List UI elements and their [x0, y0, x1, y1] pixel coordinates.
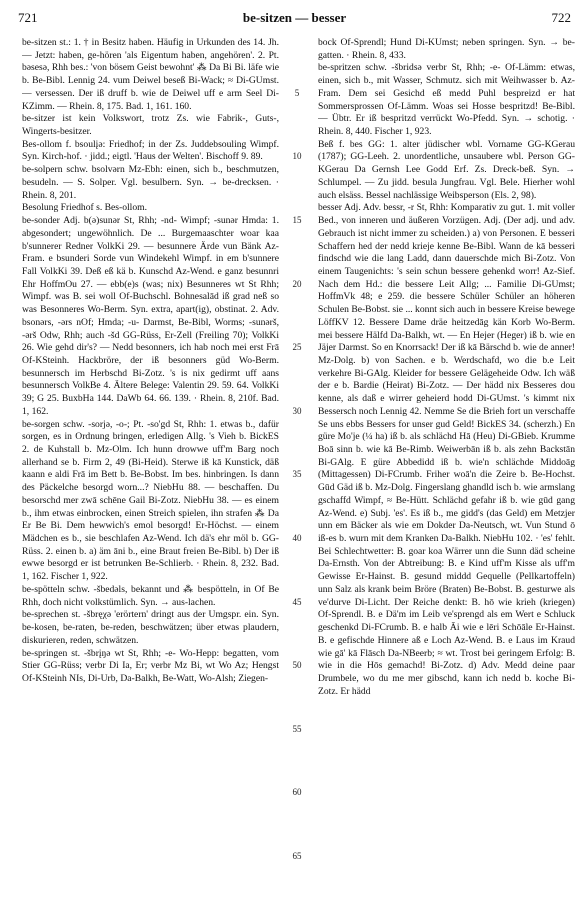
line-number: 50 [292, 660, 302, 671]
line-number: 55 [292, 723, 302, 734]
line-number: 10 [292, 151, 302, 162]
line-number: 65 [292, 851, 302, 862]
entry-be-springen: be-springen st. -šbrįŋə wt St, Rhh; -e- Wo-Hepp: begatten, vom Stier GG-Rüss; verbr Di Ia, Er; verbr Mz Bi, wt Wo Az; Hengst Of-KSteinh NIs, Di-Urb, Da-Balkh, Be-Watt, Wo-Alsh; Ziegen- [22, 647, 279, 684]
page-number-left: 721 [18, 10, 38, 25]
line-number: 15 [292, 215, 302, 226]
line-number: 25 [292, 342, 302, 353]
entry-bess: Beß f. bes GG: 1. alter jüdischer wbl. Vorname GG-KGerau (1787); GG-Leeh. 2. unordentliche, unsaubere wbl. Person GG-KGerau Da Gernsh Lee Godd Erf. Zs. Dreck-beß. Syn. → Schlumpel. — Zu jidd. besula Jungfrau. Vgl. Bele. Hierher wohl auch elsäss. Bessel nachlässige Weibsperson (Els. 2, 98). [318, 138, 575, 201]
entry-bes-ollom: Bes-ollom f. bsoulįə: Friedhof; in der Zs. Juddebsouling Wimpf. Syn. Kirch-hof. · jidd.; eigtl. 'Haus der Welten'. Bischoff 9. 89. [22, 138, 279, 163]
line-numbers [282, 37, 312, 905]
right-column [318, 37, 575, 905]
entry-be-sorgen: be-sorgen schw. -sorjə, -o-; Pt. -so'gd St, Rhh: 1. etwas b., dafür sorgen, es in Ordnung bringen, erledigen Allg. 's Vieh b. BickES 2. de Kuhstall b. Mz-Olm. Ich hunn drowwe uff'm Barg noch allerhand se b. Firm 2, 49 (Bi-Heid). Sterwe iß kā Kunstick, däß kaann e aldi Frā im Bett b. Be-Bobst. Im bes. hinbringen. Is dann des Päckelche besorgd worn...? NiebHu 88. — beschaffen. Du besorschd mer zwā schēne Gail Bi-Zotz. NiebHu 38. — es einem b., ihm etwas einbrocken, einen Streich spielen, ihn strafen ⁂ Da Er Be Bi. Dem hewwich's emol besorgd! Er-Höchst. — einem Mädchen es b., sie beschlafen Az-Wend. Ich dä's ehr möl b. GG-Rüss. 2. einen b. a) äm āni b., eine Braut freien Be-Bibl. b) Der iß ewwe besorgd er ist betrunken Be-Schlierb. · Rhein. 8, 232. Bad. 1, 162. Fischer 1, 922. [22, 418, 279, 583]
entry-besolung: Besolung Friedhof s. Bes-ollom. [22, 202, 147, 214]
entry-be-springen-cont: bock Of-Sprendl; Hund Di-KUmst; neben springen. Syn. → be-gatten. · Rhein. 8, 433. [318, 37, 575, 61]
line-number: 5 [294, 87, 300, 98]
left-column [22, 37, 279, 905]
line-number: 40 [292, 533, 302, 544]
line-number: 45 [292, 596, 302, 607]
entry-be-sitzen: be-sitzen st.: 1. † in Besitz haben. Häufig in Urkunden des 14. Jh. — Jetzt: haben, ge-hören 'als Eigentum haben, angehören'. 2. Pt. bəsesə, Rhh bes.: 'von bösem Geist bewohnt' ⁂ Da Bi Bi. läfe wie b. Be-Bibl. Lennig 24. vum Deiwel beseß Bi-Wack; ≈ Di-GUmst. — versessen. Der iß druff b. wie de Deiwel uff e arm Seel Di-KZimm. — Rhein. 8, 175. Bad. 1, 161. 160. [22, 37, 279, 112]
line-number: 30 [292, 405, 302, 416]
running-head: be-sitzen — besser [242, 10, 347, 25]
line-number: 35 [292, 469, 302, 480]
line-number: 60 [292, 787, 302, 798]
entry-be-sonder: be-sonder Adj. b(ə)sunər St, Rhh; -nd- Wimpf; -sunər Hmda: 1. abgesondert; ungewöhnlich. De ... Burgemaaschter woar kaa b'sunnerer Redner VolkKi 29. — besunnere Ärde vun Bänk Az-Fram. e bsunderi Sorde vun Windekehl Wimpf. in em b'sunnere Fall VolkKi 39. Deß eß kä b. Kunschd Az-Wend. e ganz besunnri Ehr HoffmOu 27. — ebb(e)s (was; nix) Besunneres wt St Rhh; Wimpf. was B. sei woll Of-Buchschl. Bohnesalād iß grad neß so was Besonneres Wo-Berm. Syn. extra, apart(ig), obstinat. 2. Adv. bsonərs, -ərs nOf; Hmda; -u- Darmst, Be-Bibl, Worms; -sunərš, -ərš Odw, Rhh; auch -šd GG-Rüss, Er-Zell (Freiling 70); VolkKi 26. Wie gehd dir's? — Nedd besonners, ich hab noch mei erst Frā Of-KSteinh. Hackbröre, der iß besonners güd Wo-Berm. besunnersch im Herbschd Bi-Zotz. 's is nix gedirmt uff aans besunnersch VolkBe 4. Ältere Belege: Valentin 29. 59. 64. VolkKi 39; G 25. BuxbHa 144. DaWb 64. 66. 139. · Rhein. 8, 210f. Bad. 1, 162. [22, 215, 279, 417]
line-number: 20 [292, 278, 302, 289]
entry-be-solpern: be-solpern schw. bsolvərn Mz-Ebh: einen, sich b., beschmutzen, besudeln. — S. Solper. Vgl. besulbern. Syn. → be-drecksen. · Rhein. 8, 201. [22, 164, 279, 201]
entry-besser: besser Adj. Adv. bessr, -r St, Rhh: Komparativ zu gut. 1. mit voller Bed., von inneren und äußeren Vorzügen. Adj. (Der adj. und adv. Gebrauch ist nicht immer zu scheiden.) a) von Personen. E besseri Schaffern hed der nedd krieje kenne Be-Bibl. Wann de kā besseri findschd wie die lang Ladd, dann dauerschde mich Bi-Zotz. Von einem Taugenichts: 's sein schun bessere gehenkd worr! Az-Sief. Nach dem Hd.: die bessere Leit Allg; ... Familie Di-GUmst; HoffmVk 48; e 259. die bessere Schüler Schüler an höheren Schulen Be-Bobst. sie ... konnt sich auch in bessere Kreise bewege LöffKV 12. Bessere Dame dräe heitzedāg kän Korb Wo-Berm. mei bessere Hälfd Da-Balkh, wt. — En Hejer (Heger) iß b. wie en Jäjer Darmst. So en Knorrsack! Der iß kā Bärschd b. wie de anner! Mz-Dolg. b) von Sachen. e b. Werdschafd, wo die b.e Leit verkehre Bi-GAlg. Kleider for bessere Gelägeheide Odw. Ich wäß der e b. Bardie (Heirat) Bi-Zotz. — Der hädd nix Besseres dou kenne, als daß e wirrer geheierd hodd Di-GUmst. 's kimmt nix Bessersch noch Lennig 42. Nemme Se die Brieh fort un verschaffe Se uns ebbs Bessers for unser gud Geld! BickES 34. (scherzh.) En güre Mo'je (¼ ha) iß b. als schlächd Hā (Heu) Di-GBieb. Krumme Boā sinn b. wie kā Be-Rimb. Weiwerbān iß b. als zehn Backstān Bi-GAlg. E güre Abbedidd iß b. wie'n schlächde Middoāg (Mittagessen) Di-FCrumb. Friher woā'n die Zeire b. Be-Hochst. Gūd Gäd iß b. Mz-Dolg. Fingerslang ghandld isch b. wie armslang gschaffd Wimpf, ≈ Be-Hütt. Schlächd gefahr iß b. wie gūd gang Az-Wend. e) Subj. 'es'. Es iß b., me gidd's (das Geld) em Metzjer unn em Bäcker als wie em Dokder Da-Neutsch, wt. Vun Stund ō iß-es b. wurn mit dem Kranken Da-Balkh. NiebHu 102. · 'es' fehlt. Bei Schlechtwetter: B. goar koa Wärrer unn die Sunn däd scheine Da-Ernsth. Von der Abtreibung: B. e Kind uff'm Kisse als uff'm Gewisse Er-Hainst. B. gesund middd Gequelle (Pellkartoffeln) unn Salz als krank beim Bröre (Braten) Be-Bobst. B. gesturwe als ve'durve Di-Licht. Der Reiche denkt: B. hō wie krieh (kriegen) Of-Sprendl. B. e Dä'm im Leib ve'sprengd als em Wert e Schluck geschenkd Di-FCrumb. B. e halb Āi wie e lēri Schōāle Er-Hainst. B. e gefischde Hinnere aß e Loch Az-Wend. B. e Laus im Kraud wie gā' kā Flāsch Da-NBeerb; ≈ wt. Trost bei geringem Erfolg: B. wie in die Hōs gemachd! Bi-Zotz. d) Adv. Medd deine paar Drumbele, wo du me mer gibschd, kann ich nedd b. koche Bi-Zotz. Er hädd [318, 202, 575, 697]
page-number-right: 722 [551, 10, 571, 25]
page-header [18, 10, 571, 28]
entry-be-sprechen: be-sprechen st. -šbręχə 'erörtern' dringt aus der Umgspr. ein. Syn. be-kosen, be-raten, be-reden, beschwätzen; über etwas plaudern, diskurieren, reden, schwätzen. [22, 609, 279, 646]
entry-be-sitzer: be-sitzer ist kein Volkswort, trotz Zs. wie Fabrik-, Guts-, Wingerts-besitzer. [22, 113, 279, 138]
entry-be-spoetteln: be-spötteln schw. -šbedəls, bekannt und ⁂ bespötteln, in Of Be Rhh, doch nicht volkstümlich. Syn. → aus-lachen. [22, 583, 279, 608]
entry-be-spritzen: be-spritzen schw. -šbridsə verbr St, Rhh; -e- Of-Lämm: etwas, einen, sich b., mit Wasser, Schmutz. sich mit Weihwasser b. Az-Fram. Dem sei Gesichd eß medd Puhl bespreizd er hat Sommersprossen Of-Lämm. Woas sei Hosse bespritzd! Be-Bibl. — Übtr. Er iß bespritzd verrückt Wo-Pfedd. Syn. → schotig. · Rhein. 8, 440. Fischer 1, 923. [318, 62, 575, 138]
